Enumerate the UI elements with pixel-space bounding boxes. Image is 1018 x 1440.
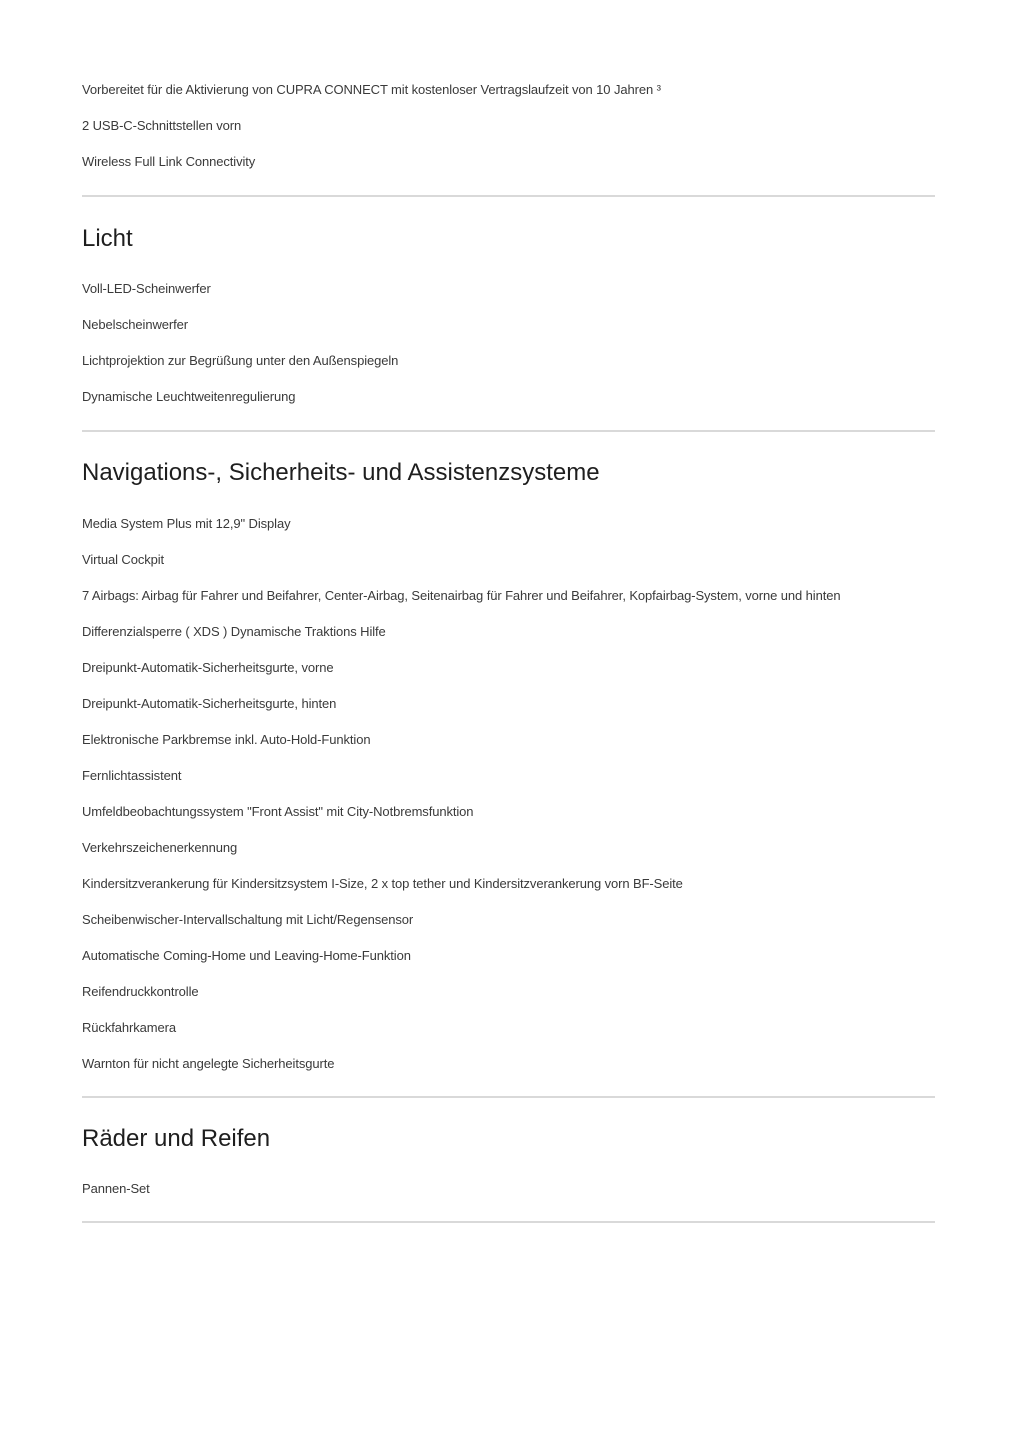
list-item: Dynamische Leuchtweitenregulierung bbox=[82, 389, 296, 404]
list-item: 2 USB-C-Schnittstellen vorn bbox=[82, 118, 242, 133]
list-item: Pannen-Set bbox=[82, 1181, 150, 1196]
list-item: Kindersitzverankerung für Kindersitzsystem I-Size, 2 x top tether und Kindersitzverankerung vorn BF-Seite bbox=[82, 876, 683, 891]
list-item: Dreipunkt-Automatik-Sicherheitsgurte, vorne bbox=[82, 660, 334, 675]
section-divider bbox=[82, 195, 935, 197]
list-item: Reifendruckkontrolle bbox=[82, 984, 199, 999]
list-item: Voll-LED-Scheinwerfer bbox=[82, 281, 211, 296]
section-title-raeder: Räder und Reifen bbox=[82, 1125, 271, 1152]
list-item: Warnton für nicht angelegte Sicherheitsgurte bbox=[82, 1056, 335, 1071]
section-divider bbox=[82, 430, 935, 432]
list-item: Differenzialsperre ( XDS ) Dynamische Traktions Hilfe bbox=[82, 624, 386, 639]
list-item: Wireless Full Link Connectivity bbox=[82, 154, 256, 169]
section-divider bbox=[82, 1096, 935, 1098]
list-item: Virtual Cockpit bbox=[82, 552, 165, 567]
section-divider bbox=[82, 1221, 935, 1223]
list-item: Elektronische Parkbremse inkl. Auto-Hold-Funktion bbox=[82, 732, 371, 747]
list-item: Scheibenwischer-Intervallschaltung mit Licht/Regensensor bbox=[82, 912, 414, 927]
list-item: Dreipunkt-Automatik-Sicherheitsgurte, hinten bbox=[82, 696, 337, 711]
list-item: Fernlichtassistent bbox=[82, 768, 182, 783]
list-item: Automatische Coming-Home und Leaving-Home-Funktion bbox=[82, 948, 411, 963]
list-item: Lichtprojektion zur Begrüßung unter den Außenspiegeln bbox=[82, 353, 399, 368]
list-item: Verkehrszeichenerkennung bbox=[82, 840, 238, 855]
list-item: Media System Plus mit 12,9" Display bbox=[82, 516, 291, 531]
list-item: Vorbereitet für die Aktivierung von CUPRA CONNECT mit kostenloser Vertragslaufzeit von 10 Jahren ³ bbox=[82, 82, 661, 97]
section-title-navigation: Navigations-, Sicherheits- und Assistenzsysteme bbox=[82, 459, 600, 486]
list-item: Nebelscheinwerfer bbox=[82, 317, 188, 332]
list-item: Rückfahrkamera bbox=[82, 1020, 176, 1035]
list-item: Umfeldbeobachtungssystem "Front Assist" mit City-Notbremsfunktion bbox=[82, 804, 474, 819]
section-title-licht: Licht bbox=[82, 225, 133, 252]
list-item: 7 Airbags: Airbag für Fahrer und Beifahrer, Center-Airbag, Seitenairbag für Fahrer und Beifahrer, Kopfairbag-System, vorne und hinten bbox=[82, 588, 841, 603]
